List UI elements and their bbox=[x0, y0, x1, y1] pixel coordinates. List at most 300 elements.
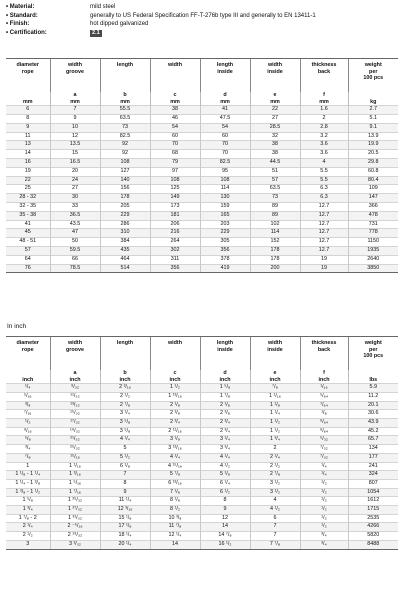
table-cell: 108 bbox=[200, 176, 250, 185]
table-cell: ¹/₂ bbox=[6, 419, 50, 428]
table-cell: 6 bbox=[6, 106, 50, 115]
table-cell: 11.2 bbox=[348, 392, 398, 401]
table-cell: 6 ¹/₂ bbox=[200, 488, 250, 497]
table-cell: 89 bbox=[250, 211, 300, 220]
table-cell: 43.5 bbox=[50, 220, 100, 229]
table-cell: 19 bbox=[300, 264, 348, 273]
table-cell: 6 ¹/₈ bbox=[100, 462, 150, 471]
table-cell: 1 ¹/₄ - 1 ³/₈ bbox=[6, 479, 50, 488]
table-row bbox=[6, 471, 398, 480]
table-cell: 32 bbox=[250, 132, 300, 141]
column-header: thickness back bbox=[300, 59, 348, 93]
table-cell: 378 bbox=[200, 255, 250, 264]
column-letter: d bbox=[200, 92, 250, 99]
column-header: length inside bbox=[200, 337, 250, 371]
table-cell: 807 bbox=[348, 479, 398, 488]
table-cell: 14 bbox=[6, 150, 50, 159]
table-cell: 38 bbox=[250, 141, 300, 150]
table-cell: 108 bbox=[100, 158, 150, 167]
table-cell: 47 bbox=[50, 229, 100, 238]
table-cell: 25 bbox=[6, 185, 50, 194]
table-cell: 80.4 bbox=[348, 176, 398, 185]
table-row bbox=[6, 185, 398, 194]
table-cell: ²¹/₃₂ bbox=[50, 436, 100, 445]
table-cell: 1.6 bbox=[300, 106, 348, 115]
table-cell: 19 bbox=[6, 167, 50, 176]
table-cell: 28 - 32 bbox=[6, 194, 50, 203]
table-cell: 229 bbox=[100, 211, 150, 220]
table-cell: 2 ³/₄ bbox=[200, 419, 250, 428]
table-cell: 8 ¹/₈ bbox=[150, 497, 200, 506]
table-cell: 356 bbox=[150, 264, 200, 273]
column-unit: inch bbox=[200, 377, 250, 384]
table-cell: 7 bbox=[100, 471, 150, 480]
table-cell: 205 bbox=[100, 202, 150, 211]
table-cell: 4 ¹/₄ bbox=[200, 453, 250, 462]
table-cell: 64 bbox=[6, 255, 50, 264]
table-cell: 79 bbox=[150, 158, 200, 167]
table-cell: 4 ¹/₂ bbox=[200, 462, 250, 471]
table-cell: 12.7 bbox=[300, 220, 348, 229]
table-cell: 57 bbox=[6, 246, 50, 255]
metric-letter-row bbox=[6, 92, 398, 99]
table-cell: 76 bbox=[6, 264, 50, 273]
table-cell: ²⁵/₃₂ bbox=[50, 445, 100, 454]
table-cell: 89 bbox=[250, 202, 300, 211]
table-cell: 8488 bbox=[348, 540, 398, 549]
table-cell: 2 ¹⁹/₃₂ bbox=[50, 532, 100, 541]
table-row bbox=[6, 158, 398, 167]
table-cell: 1 ⁷/₁₆ bbox=[50, 488, 100, 497]
table-cell: 9 bbox=[100, 488, 150, 497]
table-cell: 35 - 38 bbox=[6, 211, 50, 220]
table-cell: ¹/₂ bbox=[300, 514, 348, 523]
table-row bbox=[6, 194, 398, 203]
table-cell: 4 ¹/₄ bbox=[150, 453, 200, 462]
table-cell: 2 ¹/₈ bbox=[150, 401, 200, 410]
table-cell: 55.5 bbox=[100, 106, 150, 115]
table-row bbox=[6, 497, 398, 506]
table-cell: 60 bbox=[200, 132, 250, 141]
metric-header-row bbox=[6, 59, 398, 93]
table-cell: 36.5 bbox=[50, 211, 100, 220]
table-cell: 16 bbox=[6, 158, 50, 167]
table-cell: 28.5 bbox=[250, 123, 300, 132]
table-cell: 22 bbox=[250, 106, 300, 115]
table-cell: 9 bbox=[50, 114, 100, 123]
table-cell: 7 bbox=[250, 523, 300, 532]
table-cell: 82.5 bbox=[100, 132, 150, 141]
table-cell: 12 ¹/₄ bbox=[150, 532, 200, 541]
table-cell: ³/₄ bbox=[300, 532, 348, 541]
table-cell: 778 bbox=[348, 229, 398, 238]
column-letter: c bbox=[150, 92, 200, 99]
table-cell: 1 ¹/₈ bbox=[250, 401, 300, 410]
table-cell: ⁷/₁₆ bbox=[6, 410, 50, 419]
table-cell: 54 bbox=[150, 123, 200, 132]
table-cell: 27 bbox=[50, 185, 100, 194]
table-cell: ¹/₂ bbox=[300, 479, 348, 488]
table-cell: 5820 bbox=[348, 532, 398, 541]
table-row bbox=[6, 462, 398, 471]
column-unit: inch bbox=[100, 377, 150, 384]
table-cell: 216 bbox=[150, 229, 200, 238]
table-cell: 6.3 bbox=[300, 194, 348, 203]
column-letter: e bbox=[250, 370, 300, 377]
table-cell: 1 ⁵/₈ bbox=[6, 497, 50, 506]
table-cell: ¹/₄ bbox=[300, 462, 348, 471]
table-cell: 5 bbox=[100, 445, 150, 454]
table-cell: ¹⁷/₃₂ bbox=[50, 419, 100, 428]
table-cell: ⁷/₈ bbox=[250, 384, 300, 393]
table-row bbox=[6, 238, 398, 247]
table-cell: 1 ¹/₂ bbox=[250, 419, 300, 428]
spec-finish-row bbox=[6, 20, 316, 29]
table-cell: 2.8 bbox=[300, 123, 348, 132]
table-cell: 73 bbox=[100, 123, 150, 132]
table-cell: 140 bbox=[100, 176, 150, 185]
inch-dimensions-table bbox=[6, 336, 398, 550]
table-row bbox=[6, 220, 398, 229]
table-cell: ⁹/₆₄ bbox=[300, 427, 348, 436]
table-cell: 20.1 bbox=[348, 401, 398, 410]
table-cell: 14 ⁷/₈ bbox=[200, 532, 250, 541]
table-cell: 14 bbox=[200, 523, 250, 532]
table-cell: 3.2 bbox=[300, 132, 348, 141]
table-cell: 10 ³/₈ bbox=[150, 514, 200, 523]
table-cell: 13.5 bbox=[50, 141, 100, 150]
table-cell: 3 ⁵/₈ bbox=[100, 427, 150, 436]
column-header: length inside bbox=[200, 59, 250, 93]
table-cell: 156 bbox=[100, 185, 150, 194]
table-cell: 1 ¹/₂ bbox=[250, 427, 300, 436]
table-row bbox=[6, 132, 398, 141]
column-header: thickness back bbox=[300, 337, 348, 371]
table-row bbox=[6, 410, 398, 419]
table-cell: 1 ¹/₂ bbox=[150, 384, 200, 393]
table-cell: 203 bbox=[200, 220, 250, 229]
table-cell: 68 bbox=[150, 150, 200, 159]
table-cell: 4 bbox=[300, 158, 348, 167]
table-cell: 70 bbox=[150, 141, 200, 150]
table-cell: 10 bbox=[50, 123, 100, 132]
table-row bbox=[6, 453, 398, 462]
table-row bbox=[6, 514, 398, 523]
table-row bbox=[6, 392, 398, 401]
table-cell: 1 ¹³/₁₆ bbox=[150, 392, 200, 401]
column-letter bbox=[6, 370, 50, 377]
table-row bbox=[6, 246, 398, 255]
table-cell: 16.5 bbox=[50, 158, 100, 167]
inch-header-row bbox=[6, 337, 398, 371]
table-cell: 310 bbox=[100, 229, 150, 238]
column-header: width inside bbox=[250, 337, 300, 371]
table-cell: 1 ²⁷/₃₂ bbox=[50, 506, 100, 515]
table-cell: 6 ¹³/₁₆ bbox=[150, 479, 200, 488]
table-cell: 2 ¹/₄ bbox=[6, 523, 50, 532]
table-cell: 241 bbox=[348, 462, 398, 471]
column-header: width groove bbox=[50, 59, 100, 93]
table-cell: 82.5 bbox=[200, 158, 250, 167]
standard-label: • Standard: bbox=[6, 12, 38, 19]
table-cell: 2 ³/₄ bbox=[200, 427, 250, 436]
table-cell: 70 bbox=[200, 141, 250, 150]
table-cell: 12.7 bbox=[300, 246, 348, 255]
table-cell: 19.9 bbox=[348, 141, 398, 150]
table-cell: 286 bbox=[100, 220, 150, 229]
table-cell: 1 ³/₄ bbox=[250, 436, 300, 445]
table-row bbox=[6, 401, 398, 410]
table-cell: 41 bbox=[200, 106, 250, 115]
table-cell: 152 bbox=[250, 238, 300, 247]
table-cell: 114 bbox=[200, 185, 250, 194]
table-row bbox=[6, 211, 398, 220]
table-cell: 2 ⁻⁵/₁₆ bbox=[50, 523, 100, 532]
column-header: weight per 100 pcs bbox=[348, 337, 398, 371]
table-cell: 1715 bbox=[348, 506, 398, 515]
material-label: • Material: bbox=[6, 4, 35, 10]
table-cell: 731 bbox=[348, 220, 398, 229]
table-cell: 1 ¹/₁₆ bbox=[250, 392, 300, 401]
table-cell: 47.5 bbox=[200, 114, 250, 123]
table-cell: 2 ¹/₂ bbox=[250, 462, 300, 471]
table-cell: ¹/₂ bbox=[300, 523, 348, 532]
table-cell: ⁹/₃₂ bbox=[50, 384, 100, 393]
column-letter: f bbox=[300, 92, 348, 99]
table-cell: 12 ³/₁₆ bbox=[100, 506, 150, 515]
spec-block bbox=[6, 3, 316, 37]
table-cell: 6.3 bbox=[300, 185, 348, 194]
table-cell: ⁷/₆₄ bbox=[300, 401, 348, 410]
table-cell: ³/₄ bbox=[300, 540, 348, 549]
column-header: diameter rope bbox=[6, 59, 50, 93]
table-cell: 3 ¹/₂ bbox=[250, 488, 300, 497]
table-row bbox=[6, 445, 398, 454]
table-cell: 5.5 bbox=[300, 176, 348, 185]
table-cell: 2 ¹/₂ bbox=[6, 532, 50, 541]
column-header: width inside bbox=[250, 59, 300, 93]
table-cell: ¹⁹/₃₂ bbox=[50, 427, 100, 436]
table-cell: 2 ¹/₂ bbox=[100, 392, 150, 401]
table-cell: 38 bbox=[150, 106, 200, 115]
table-cell: 5 ¹/₈ bbox=[200, 471, 250, 480]
table-cell: 9.1 bbox=[348, 123, 398, 132]
table-cell: 65.7 bbox=[348, 436, 398, 445]
table-cell: 12 bbox=[200, 514, 250, 523]
table-cell: ⁷/₃₂ bbox=[300, 445, 348, 454]
table-cell: 2640 bbox=[348, 255, 398, 264]
table-row bbox=[6, 523, 398, 532]
table-cell: 3 ¹/₄ bbox=[200, 436, 250, 445]
table-cell: 41 bbox=[6, 220, 50, 229]
table-cell: 95 bbox=[200, 167, 250, 176]
table-cell: 3 ³/₃₂ bbox=[50, 540, 100, 549]
column-unit: mm bbox=[150, 99, 200, 106]
table-cell: ⁹/₁₆ bbox=[6, 427, 50, 436]
table-cell: 178 bbox=[250, 246, 300, 255]
table-cell: 435 bbox=[100, 246, 150, 255]
column-letter bbox=[348, 370, 398, 377]
table-cell: 366 bbox=[348, 202, 398, 211]
table-row bbox=[6, 506, 398, 515]
column-letter: a bbox=[50, 92, 100, 99]
table-cell: 11 bbox=[6, 132, 50, 141]
table-cell: 4 ¹/₄ bbox=[100, 436, 150, 445]
finish-value: hot dipped galvanized bbox=[90, 21, 149, 28]
table-cell: 27 bbox=[250, 114, 300, 123]
table-cell: 70 bbox=[200, 150, 250, 159]
table-cell: 178 bbox=[100, 194, 150, 203]
table-cell: ³/₈ bbox=[6, 401, 50, 410]
column-letter: a bbox=[50, 370, 100, 377]
spec-material-row bbox=[6, 3, 316, 12]
table-cell: 3 ¹/₈ bbox=[150, 436, 200, 445]
table-cell: 38 bbox=[250, 150, 300, 159]
table-cell: 5.9 bbox=[348, 384, 398, 393]
table-cell: 127 bbox=[100, 167, 150, 176]
table-cell: 419 bbox=[200, 264, 250, 273]
column-letter: e bbox=[250, 92, 300, 99]
table-cell: 20 bbox=[50, 167, 100, 176]
table-cell: 57 bbox=[250, 176, 300, 185]
table-cell: 114 bbox=[250, 229, 300, 238]
table-cell: 30 bbox=[50, 194, 100, 203]
metric-unit-row bbox=[6, 99, 398, 106]
inch-unit-row bbox=[6, 377, 398, 384]
table-row bbox=[6, 106, 398, 115]
column-unit: mm bbox=[250, 99, 300, 106]
table-cell: 43.9 bbox=[348, 419, 398, 428]
table-cell: 149 bbox=[150, 194, 200, 203]
table-cell: 63.5 bbox=[250, 185, 300, 194]
table-cell: 63.5 bbox=[100, 114, 150, 123]
table-cell: 16 ¹/₂ bbox=[200, 540, 250, 549]
table-cell: 8 bbox=[100, 479, 150, 488]
table-cell: 13 bbox=[6, 141, 50, 150]
table-cell: 147 bbox=[348, 194, 398, 203]
table-cell: ¹¹/₃₂ bbox=[50, 392, 100, 401]
table-cell: 2 ³/₄ bbox=[150, 419, 200, 428]
table-cell: ¹⁵/₁₆ bbox=[50, 453, 100, 462]
table-cell: 51 bbox=[250, 167, 300, 176]
table-cell: 2 ³/₈ bbox=[200, 410, 250, 419]
table-cell: 46 bbox=[150, 114, 200, 123]
table-cell: 1 ⁷/₈ bbox=[200, 392, 250, 401]
table-cell: 356 bbox=[200, 246, 250, 255]
table-cell: 1 ³/₄ bbox=[6, 506, 50, 515]
table-cell: 17 ¹/₈ bbox=[100, 523, 150, 532]
table-cell: 7 bbox=[250, 532, 300, 541]
table-cell: 3 bbox=[6, 540, 50, 549]
table-cell: ¹/₄ bbox=[6, 384, 50, 393]
table-cell: 32 - 35 bbox=[6, 202, 50, 211]
table-cell: 125 bbox=[150, 185, 200, 194]
table-cell: 3 ¹/₄ bbox=[100, 410, 150, 419]
table-cell: 173 bbox=[150, 202, 200, 211]
table-row bbox=[6, 150, 398, 159]
table-cell: 5 ⁷/₈ bbox=[150, 471, 200, 480]
table-cell: 2 bbox=[250, 445, 300, 454]
table-cell: ⁵/₆₄ bbox=[300, 392, 348, 401]
table-row bbox=[6, 419, 398, 428]
table-cell: 22 bbox=[6, 176, 50, 185]
spec-standard-row bbox=[6, 12, 316, 21]
material-value: mild steel bbox=[90, 4, 116, 10]
table-cell: 33 bbox=[50, 202, 100, 211]
table-cell: 12.7 bbox=[300, 211, 348, 220]
table-cell: 5.5 bbox=[300, 167, 348, 176]
table-cell: 50 bbox=[50, 238, 100, 247]
table-cell: 24 bbox=[50, 176, 100, 185]
table-cell: 60.8 bbox=[348, 167, 398, 176]
table-cell: 9 bbox=[200, 506, 250, 515]
table-cell: 305 bbox=[200, 238, 250, 247]
table-cell: 1 ²⁵/₃₂ bbox=[50, 497, 100, 506]
table-cell: 3850 bbox=[348, 264, 398, 273]
table-cell: ¹/₁₆ bbox=[300, 384, 348, 393]
table-cell: 44.5 bbox=[250, 158, 300, 167]
table-row bbox=[6, 114, 398, 123]
column-header: width groove bbox=[50, 337, 100, 371]
metric-dimensions-table bbox=[6, 58, 398, 273]
table-cell: 478 bbox=[348, 211, 398, 220]
table-cell: 130 bbox=[200, 194, 250, 203]
spec-certification-row bbox=[6, 29, 316, 38]
table-cell: 229 bbox=[200, 229, 250, 238]
table-row bbox=[6, 436, 398, 445]
table-cell: 200 bbox=[250, 264, 300, 273]
table-cell: 97 bbox=[150, 167, 200, 176]
table-row bbox=[6, 532, 398, 541]
table-row bbox=[6, 167, 398, 176]
table-cell: 1150 bbox=[348, 238, 398, 247]
table-cell: 15 ¹/₈ bbox=[100, 514, 150, 523]
table-cell: ¹³/₃₂ bbox=[50, 401, 100, 410]
table-cell: 14 bbox=[150, 540, 200, 549]
column-unit: inch bbox=[50, 377, 100, 384]
table-cell: 12.7 bbox=[300, 229, 348, 238]
table-cell: 7 bbox=[50, 106, 100, 115]
table-cell: 2535 bbox=[348, 514, 398, 523]
table-row bbox=[6, 176, 398, 185]
table-cell: 73 bbox=[250, 194, 300, 203]
table-cell: ⁵/₁₆ bbox=[6, 392, 50, 401]
table-cell: 13.9 bbox=[348, 132, 398, 141]
finish-label: • Finish: bbox=[6, 21, 30, 28]
table-cell: 165 bbox=[200, 211, 250, 220]
table-cell: 20 ¹/₄ bbox=[100, 540, 150, 549]
table-cell: 11 ⁷/₈ bbox=[150, 523, 200, 532]
table-cell: 3 ³/₄ bbox=[200, 445, 250, 454]
table-cell: 12.7 bbox=[300, 202, 348, 211]
table-cell: 134 bbox=[348, 445, 398, 454]
table-cell: 2 ³/₁₆ bbox=[100, 384, 150, 393]
table-cell: ¹⁵/₃₂ bbox=[50, 410, 100, 419]
table-cell: 159 bbox=[200, 202, 250, 211]
table-cell: 302 bbox=[150, 246, 200, 255]
table-cell: 92 bbox=[100, 150, 150, 159]
table-cell: ¹/₂ bbox=[300, 488, 348, 497]
table-cell: 45 bbox=[6, 229, 50, 238]
column-unit: inch bbox=[150, 377, 200, 384]
column-unit: mm bbox=[100, 99, 150, 106]
table-row bbox=[6, 540, 398, 549]
column-letter: d bbox=[200, 370, 250, 377]
table-row bbox=[6, 229, 398, 238]
table-cell: ⁹/₆₄ bbox=[300, 419, 348, 428]
table-cell: 59.5 bbox=[50, 246, 100, 255]
column-letter: b bbox=[100, 370, 150, 377]
